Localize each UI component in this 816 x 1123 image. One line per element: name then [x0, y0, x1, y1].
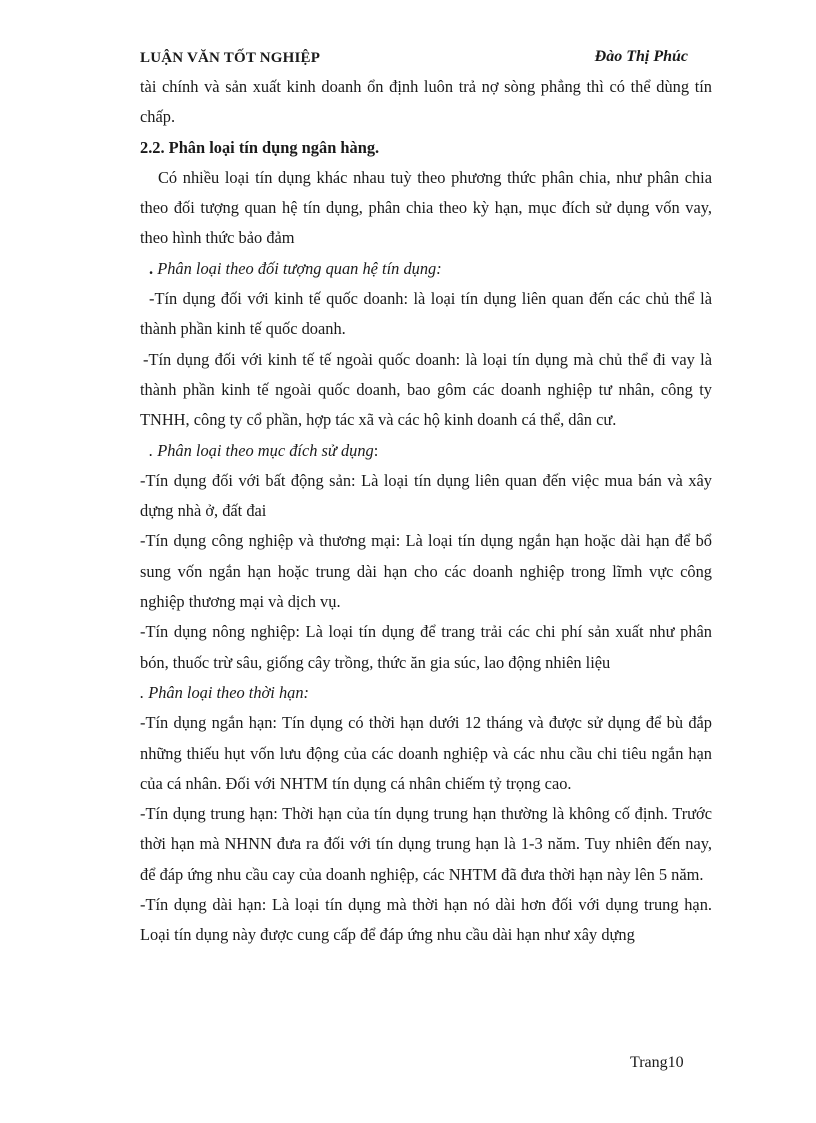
author-name: Đào Thị Phúc — [594, 48, 688, 65]
paragraph-short-term: -Tín dụng ngắn hạn: Tín dụng có thời hạn dưới 12 tháng và được sử dụng để bù đắp những thiếu hụt vốn lưu động của các doanh nghiệp và các nhu cầu chi tiêu ngắn hạn của cá nhân. Đối với NHTM tín dụng cá nhân chiếm tỷ trọng cao. — [140, 713, 712, 793]
subheading-by-term: . Phân loại theo thời hạn: — [140, 682, 309, 702]
subheading-bullet: . — [149, 258, 154, 278]
thesis-title: LUẬN VĂN TỐT NGHIỆP — [140, 50, 321, 66]
subheading-by-party — [140, 254, 712, 284]
document-page — [140, 48, 712, 951]
paragraph-state-credit: -Tín dụng đối với kinh tế quốc doanh: là loại tín dụng liên quan đến các chủ thể là thành phần kinh tế quốc doanh. — [140, 289, 712, 339]
subheading-by-purpose-text: . Phân loại theo mục đích sử dụng — [149, 440, 374, 460]
section-heading: 2.2. Phân loại tín dụng ngân hàng. — [140, 137, 380, 157]
paragraph-agriculture: -Tín dụng nông nghiệp: Là loại tín dụng để trang trải các chi phí sản xuất như phân bón, thuốc trừ sâu, giống cây trồng, thức ăn gia súc, lao động nhiên liệu — [140, 622, 712, 672]
page-number: Trang10 — [630, 1054, 684, 1071]
subheading-colon: : — [373, 440, 379, 460]
subheading-by-purpose — [140, 436, 712, 466]
subheading-by-party-text: Phân loại theo đối tượng quan hệ tín dụng: — [157, 258, 442, 278]
running-header — [140, 48, 712, 72]
paragraph-long-term: -Tín dụng dài hạn: Là loại tín dụng mà thời hạn nó dài hơn đối với dụng trung hạn. Loại tín dụng này được cung cấp để đáp ứng nhu cầu dài hạn như xây dựng — [140, 895, 712, 945]
intro-paragraph: Có nhiều loại tín dụng khác nhau tuỳ theo phương thức phân chia, như phân chia theo đối tượng quan hệ tín dụng, phân chia theo kỳ hạn, mục đích sử dụng vốn vay, theo hình thức bảo đảm — [140, 167, 712, 248]
paragraph-nonstate-credit: -Tín dụng đối với kinh tế tế ngoài quốc doanh: là loại tín dụng mà chủ thể đi vay là thành phần kinh tế ngoài quốc doanh, bao gôm các doanh nghiệp tư nhân, công ty TNHH, công ty cổ phần, hợp tác xã và các hộ kinh doanh cá thể, dân cư. — [140, 349, 712, 430]
document-body — [140, 72, 712, 951]
paragraph-industrial-commercial: -Tín dụng công nghiệp và thương mại: Là loại tín dụng ngắn hạn hoặc dài hạn để bổ sung vốn ngắn hạn hoặc trung dài hạn cho các doanh nghiệp trong lĩmh vực công nghiệp thương mại và dịch vụ. — [140, 531, 712, 612]
paragraph-real-estate: -Tín dụng đối với bất động sản: Là loại tín dụng liên quan đến việc mua bán và xây dựng nhà ở, đất đai — [140, 470, 712, 521]
paragraph-medium-term: -Tín dụng trung hạn: Thời hạn của tín dụng trung hạn thường là không cố định. Trước thời hạn mà NHNN đưa ra đối với tín dụng trung hạn là 1-3 năm. Tuy nhiên đến nay, để đáp ứng nhu cầu cay của doanh nghiệp, các NHTM đã đưa thời hạn này lên 5 năm. — [140, 804, 712, 884]
paragraph-continuation: tài chính và sản xuất kinh doanh ổn định luôn trả nợ sòng phẳng thì có thể dùng tín chấp. — [140, 77, 712, 127]
